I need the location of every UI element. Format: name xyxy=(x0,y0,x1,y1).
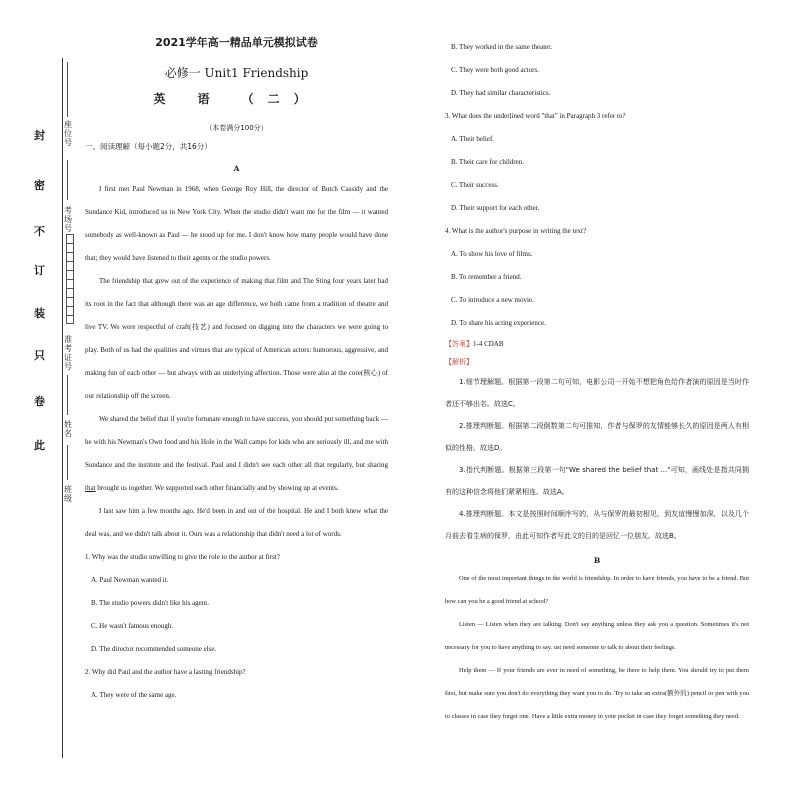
class-label: 班级 xyxy=(64,485,72,503)
answer-line xyxy=(445,335,749,353)
question-3: 3. What does the underlined word "that" in Paragraph 3 refer to? xyxy=(445,112,626,120)
seal-char-3: 不 xyxy=(34,225,45,238)
passage-a-paragraph-3 xyxy=(85,408,388,500)
name-label: 姓名 xyxy=(64,420,72,438)
name-line xyxy=(67,375,68,415)
question-3-option-d: D. Their support for each other. xyxy=(451,204,540,212)
explanation-tag: 【解析】 xyxy=(445,358,473,366)
explanation-4: 4.推理判断题。本文是按照时间顺序写的，从与保罗的最初相见，到友谊慢慢加深，以及几个月前去看生病的保罗，由此可知作者写此文的目的是回忆一位朋友。故选B。 xyxy=(445,510,749,540)
question-2-option-b: B. They worked in the same theater. xyxy=(451,43,552,51)
question-3-option-c: C. Their success. xyxy=(451,181,499,189)
right-column xyxy=(445,36,749,728)
explanation-2: 2.推理判断题。根据第二段倒数第二句可推知，作者与保罗的友情能够长久的原因是两人有相似的性格。故选D。 xyxy=(445,422,749,452)
seat-line xyxy=(67,62,68,117)
exam-number-label: 准考证号 xyxy=(64,335,72,371)
paragraph-3-tail: brought us together. We supported each other financially and by showing up at events. xyxy=(95,484,339,492)
passage-a-paragraph-1: I first met Paul Newman in 1968, when George Roy Hill, the director of Butch Cassidy and the Sundance Kid, introduced us in New York City. When the studio didn't want me for the film — it wanted somebody as well-known as Paul — he stood up for me. I don't know how many people would have done that; they would have listened to their agents or the studio powers. xyxy=(85,185,388,262)
seal-char-2: 密 xyxy=(34,179,45,192)
passage-a-label: A xyxy=(233,164,240,173)
underlined-that: that xyxy=(85,484,96,492)
explanation-1: 1.细节理解题。根据第一段第二句可知，电影公司一开始不想把角色给作者演的原因是当时作者还不够出名。故选C。 xyxy=(445,378,749,408)
seal-char-5: 装 xyxy=(34,307,45,320)
seal-char-6: 只 xyxy=(34,349,45,362)
seat-label: 座位号 xyxy=(64,120,72,147)
question-1-option-a: A. Paul Newman wanted it. xyxy=(91,576,169,584)
seal-char-4: 订 xyxy=(34,264,45,277)
section-heading: 一、阅读理解（每小题2分，共16分） xyxy=(85,142,212,151)
seal-char-8: 此 xyxy=(34,439,45,452)
paragraph-3-head: We shared the belief that if you're fortunate enough to have success, you should put something back — he with his Newman's Own food and his Hole in the Wall camps for kids who are seriously ill, and me with Sundance and the institute and the festival. Paul and I didn't see each other all that regularly, but sharing xyxy=(85,415,388,469)
exam-score: （本卷满分100分） xyxy=(205,124,268,132)
exam-subject: 英 语 （二） xyxy=(153,92,320,106)
question-1-option-c: C. He wasn't famous enough. xyxy=(91,622,174,630)
passage-b-paragraph-2: Listen — Listen when they are talking. Don't say anything unless they ask you a question. Sometimes it's not necessary for you to have anything to say. ust need someone to talk to about their feelings. xyxy=(445,621,749,651)
question-1: 1. Why was the studio unwilling to give the role to the author at first? xyxy=(85,553,280,561)
answer-text: 1-4 CDAB xyxy=(473,340,504,348)
question-2: 2. Why did Paul and the author have a lasting friendship? xyxy=(85,668,246,676)
question-3-option-b: B. Their care for children. xyxy=(451,158,524,166)
passage-b-paragraph-1: One of the most important things in the world is friendship. In order to have friends, you have to be a friend. But how can you be a good friend at school? xyxy=(445,575,749,605)
exam-number-boxes[interactable] xyxy=(66,234,74,324)
passage-b-label: B xyxy=(593,556,601,565)
passage-a-paragraph-4: I last saw him a few months ago. He'd been in and out of the hospital. He and I both knew what the deal was, and we didn't talk about it. Ours was a relationship that didn't need a lot of words. xyxy=(85,507,388,538)
question-4-option-a: A. To show his love of films. xyxy=(451,250,533,258)
question-2-option-d: D. They had similar characteristics. xyxy=(451,89,551,97)
exam-title: 2021学年高一精品单元模拟试卷 xyxy=(155,36,318,49)
question-4-option-b: B. To remember a friend. xyxy=(451,273,522,281)
question-4-option-c: C. To introduce a new movie. xyxy=(451,296,534,304)
question-2-option-c: C. They were both good actors. xyxy=(451,66,539,74)
exam-room-label: 考场号 xyxy=(64,206,72,233)
seal-char-7: 卷 xyxy=(34,395,45,408)
exam-subtitle: 必修一 Unit1 Friendship xyxy=(164,66,309,80)
question-1-option-d: D. The director recommended someone else. xyxy=(91,645,217,653)
question-4: 4. What is the author's purpose in writing the text? xyxy=(445,227,587,235)
question-4-option-d: D. To share his acting experience. xyxy=(451,319,546,327)
question-3-option-a: A. Their belief. xyxy=(451,135,495,143)
binding-margin xyxy=(0,0,82,794)
left-column xyxy=(85,36,388,707)
class-line xyxy=(67,445,68,480)
question-2-option-a: A. They were of the same age. xyxy=(91,691,177,699)
explanation-3: 3.指代判断题。根据第三段第一句"We shared the belief that ..."可知，画线处是指共同拥有的这种信念将他们紧紧相连。故选A。 xyxy=(445,466,749,496)
passage-a-paragraph-2: The friendship that grew out of the experience of making that film and The Sting four years later had its root in the fact that although there was an age difference, we both came from a tradition of theatre and live TV. We were respectful of craft(技艺) and focused on digging into the characters we were going to play. Both of us had the qualities and virtues that are typical of American actors: humorous, aggressive, and making fun of each other — but always with an underlying affection. Those were also at the core(核心) of our relationship off the screen. xyxy=(85,277,388,400)
answer-tag: 【答案】 xyxy=(445,340,473,348)
exam-room-line xyxy=(67,160,68,200)
binding-line xyxy=(62,58,63,758)
seal-char-1: 封 xyxy=(34,129,45,142)
passage-b-paragraph-3: Help them — If your friends are ever in need of something, be there to help them. You should try to put them first, but make sure you don't do everything they want you to do. Try to take an extra(额外的) pencil or pen with you to classes in case they forget one. Have a little extra money in your pocket in case they forget something they need. xyxy=(445,667,749,720)
question-1-option-b: B. The studio powers didn't like his agent. xyxy=(91,599,209,607)
